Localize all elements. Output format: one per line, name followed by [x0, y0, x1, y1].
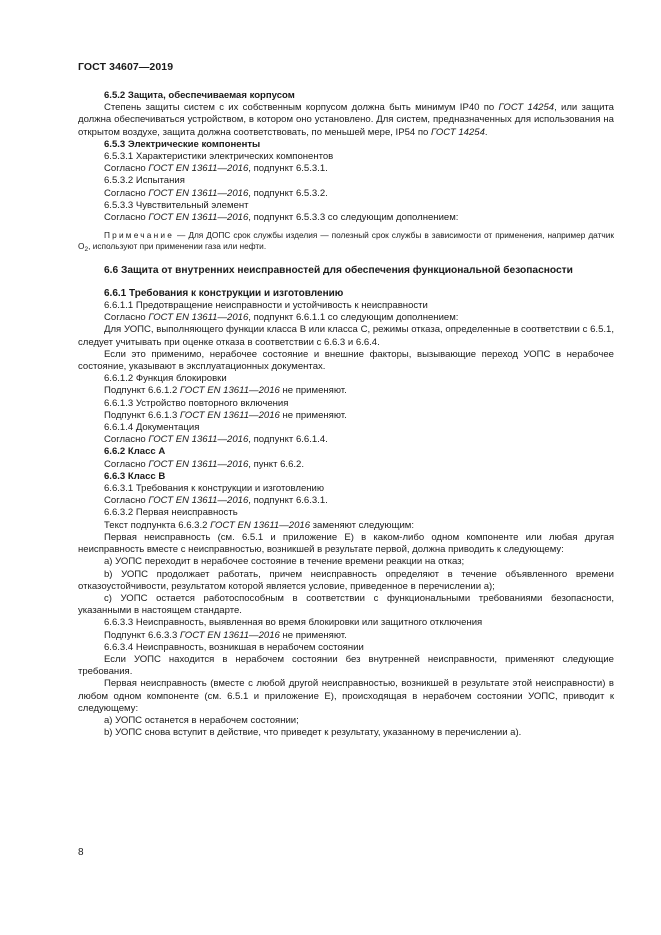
- paragraph: Если УОПС находится в нерабочем состоянии без внутренней неисправности, применяют следующие требования.: [78, 653, 614, 678]
- reference-link: ГОСТ EN 13611—2016: [148, 163, 249, 175]
- line: 6.6.3.4 Неисправность, возникшая в нерабочем состоянии: [104, 641, 364, 653]
- note-label: Примечание: [104, 230, 175, 241]
- document-body: [78, 90, 614, 739]
- line: Подпункт 6.6.1.2 ГОСТ EN 13611—2016 не применяют.: [104, 385, 347, 397]
- heading-6-5-3: 6.5.3 Электрические компоненты: [104, 138, 261, 150]
- line: 6.6.1.1 Предотвращение неисправности и устойчивость к неисправности: [104, 300, 428, 312]
- line: Согласно ГОСТ EN 13611—2016, подпункт 6.6.1.1 со следующим дополнением:: [104, 312, 459, 324]
- line: 6.5.3.1 Характеристики электрических компонентов: [104, 151, 334, 163]
- list-item: a) УОПС переходит в нерабочее состояние в течение времени реакции на отказ;: [104, 556, 465, 568]
- heading-6-6-2: 6.6.2 Класс А: [104, 446, 166, 458]
- standard-header: ГОСТ 34607—2019: [78, 61, 174, 73]
- page-number: 8: [78, 847, 84, 858]
- line: Подпункт 6.6.1.3 ГОСТ EN 13611—2016 не применяют.: [104, 409, 347, 421]
- line: 6.5.3.2 Испытания: [104, 175, 185, 187]
- line: Согласно ГОСТ EN 13611—2016, подпункт 6.5.3.1.: [104, 163, 328, 175]
- line: Согласно ГОСТ EN 13611—2016, подпункт 6.6.3.1.: [104, 495, 328, 507]
- paragraph: Первая неисправность (вместе с любой другой неисправностью, возникшей в результате этой неисправности) в любом одном компоненте (см. 6.5.1 и приложение Е), происходящая в нерабочем состоянии УОПС, приводит к следующему:: [78, 678, 614, 714]
- line: Подпункт 6.6.3.3 ГОСТ EN 13611—2016 не применяют.: [104, 629, 347, 641]
- line: 6.6.3.2 Первая неисправность: [104, 507, 238, 519]
- list-item: a) УОПС останется в нерабочем состоянии;: [104, 714, 299, 726]
- line: 6.6.3.3 Неисправность, выявленная во время блокировки или защитного отключения: [104, 617, 483, 629]
- reference-link: ГОСТ EN 13611—2016: [148, 212, 249, 224]
- list-item: c) УОПС остается работоспособным в соответствии с функциональными требованиями безопасности, указанными в настоящем стандарте.: [78, 592, 614, 617]
- reference-link: ГОСТ EN 13611—2016: [148, 312, 249, 324]
- line: 6.6.3.1 Требования к конструкции и изготовлению: [104, 483, 325, 495]
- list-item: b) УОПС продолжает работать, причем неисправность определяют в течение объявленного времени отказоустойчивости, результатом которой является условие, приведенное в перечислении а);: [78, 568, 614, 592]
- paragraph: Для УОПС, выполняющего функции класса В или класса С, режимы отказа, определенные в соответствии с 6.5.1, следует учитывать при оценке отказа в соответствии с 6.6.3 и 6.6.4.: [78, 324, 614, 348]
- reference-link: ГОСТ EN 13611—2016: [148, 434, 249, 446]
- heading-6-6-3: 6.6.3 Класс В: [104, 470, 166, 482]
- heading-6-5-2: 6.5.2 Защита, обеспечиваемая корпусом: [104, 90, 295, 101]
- line: Согласно ГОСТ EN 13611—2016, подпункт 6.6.1.4.: [104, 434, 328, 446]
- line: 6.6.1.2 Функция блокировки: [104, 373, 227, 385]
- reference-link: ГОСТ EN 13611—2016: [148, 458, 249, 470]
- line: Согласно ГОСТ EN 13611—2016, подпункт 6.5.3.2.: [104, 187, 328, 199]
- line: Текст подпункта 6.6.3.2 ГОСТ EN 13611—2016 заменяют следующим:: [104, 519, 414, 531]
- line: Согласно ГОСТ EN 13611—2016, пункт 6.6.2.: [104, 458, 304, 470]
- paragraph: Если это применимо, нерабочее состояние и внешние факторы, вызывающие переход УОПС в нерабочее состояние, указывают в эксплуатационных документах.: [78, 348, 614, 373]
- heading-6-6-1: 6.6.1 Требования к конструкции и изготовлению: [104, 287, 344, 299]
- line: 6.6.1.3 Устройство повторного включения: [104, 397, 289, 409]
- reference-link: ГОСТ EN 13611—2016: [148, 495, 249, 507]
- reference-link: ГОСТ 14254: [430, 126, 485, 138]
- paragraph: Первая неисправность (см. 6.5.1 и приложение Е) в каком-либо одном компоненте или любая другая неисправность вместе с неисправностью, возникшей в результате первой, должна приводить к следующему:: [78, 531, 614, 556]
- reference-link: ГОСТ EN 13611—2016: [179, 385, 280, 397]
- reference-link: ГОСТ EN 13611—2016: [210, 519, 311, 531]
- paragraph-enclosure-protection: Степень защиты систем с их собственным корпусом должна быть минимум IP40 по ГОСТ 14254, или защита должна обеспечиваться устройством, в котором оно установлено. Для систем, предназначенных для использования на открытом воздухе, защита должна соответствовать, по меньшей мере, IP54 по ГОСТ 14254.: [78, 102, 614, 138]
- heading-6-6: 6.6 Защита от внутренних неисправностей для обеспечения функциональной безопасности: [104, 265, 573, 277]
- reference-link: ГОСТ EN 13611—2016: [179, 629, 280, 641]
- list-item: b) УОПС снова вступит в действие, что приведет к результату, указанному в перечислении а).: [104, 727, 522, 739]
- line: 6.5.3.3 Чувствительный элемент: [104, 199, 249, 211]
- reference-link: ГОСТ EN 13611—2016: [148, 187, 249, 199]
- reference-link: ГОСТ 14254: [498, 102, 555, 114]
- line: Согласно ГОСТ EN 13611—2016, подпункт 6.5.3.3 со следующим дополнением:: [104, 212, 459, 224]
- line: 6.6.1.4 Документация: [104, 422, 200, 434]
- reference-link: ГОСТ EN 13611—2016: [179, 409, 280, 421]
- note: Примечание — Для ДОПС срок службы изделия — полезный срок службы в зависимости от применения, например датчик $O_2$, используют при применении газа или нефти.: [78, 230, 614, 254]
